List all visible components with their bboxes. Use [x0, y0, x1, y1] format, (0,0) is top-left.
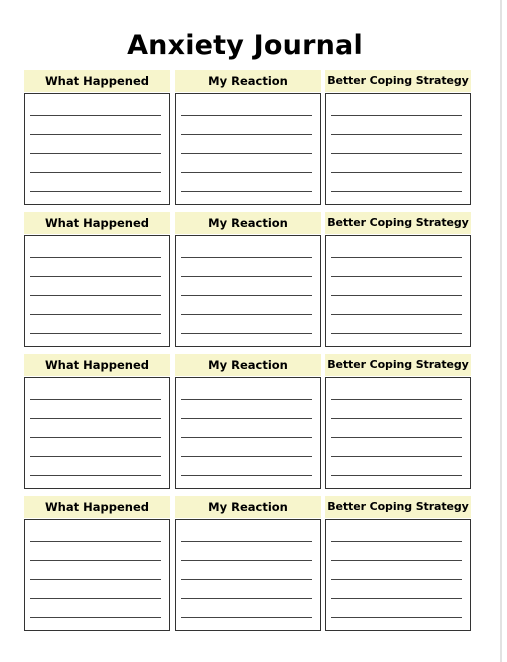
writing-line [331, 191, 462, 192]
what-happened-writing-box[interactable] [24, 235, 170, 347]
writing-line [331, 115, 462, 116]
my-reaction-column [175, 212, 321, 346]
coping-strategy-writing-box[interactable] [325, 93, 471, 205]
column-header-coping-strategy: Better Coping Strategy [325, 354, 471, 376]
writing-line [181, 295, 312, 296]
writing-line [30, 418, 161, 419]
writing-line [331, 541, 462, 542]
writing-line [30, 560, 161, 561]
writing-line [181, 617, 312, 618]
writing-line [331, 399, 462, 400]
writing-line [30, 276, 161, 277]
writing-line [181, 257, 312, 258]
writing-line [30, 153, 161, 154]
writing-line [331, 276, 462, 277]
writing-line [331, 333, 462, 334]
journal-entry-4 [24, 496, 471, 630]
column-header-what-happened: What Happened [24, 212, 170, 234]
writing-line [331, 295, 462, 296]
writing-line [181, 153, 312, 154]
writing-line [331, 314, 462, 315]
writing-line [331, 579, 462, 580]
writing-line [30, 579, 161, 580]
journal-entry-2 [24, 212, 471, 346]
writing-line [181, 475, 312, 476]
writing-line [331, 456, 462, 457]
writing-line [181, 579, 312, 580]
what-happened-writing-box[interactable] [24, 519, 170, 631]
column-header-my-reaction: My Reaction [175, 70, 321, 92]
writing-line [181, 191, 312, 192]
writing-line [30, 191, 161, 192]
what-happened-column [24, 212, 170, 346]
writing-line [331, 437, 462, 438]
writing-line [30, 295, 161, 296]
writing-line [30, 437, 161, 438]
column-header-what-happened: What Happened [24, 496, 170, 518]
writing-line [181, 598, 312, 599]
my-reaction-writing-box[interactable] [175, 93, 321, 205]
writing-line [181, 560, 312, 561]
journal-entry-1 [24, 70, 471, 204]
journal-entry-3 [24, 354, 471, 488]
column-header-my-reaction: My Reaction [175, 212, 321, 234]
coping-strategy-column [325, 354, 471, 488]
writing-line [181, 437, 312, 438]
writing-line [331, 475, 462, 476]
writing-line [331, 257, 462, 258]
writing-line [331, 134, 462, 135]
writing-line [30, 333, 161, 334]
writing-line [30, 257, 161, 258]
writing-line [30, 456, 161, 457]
coping-strategy-column [325, 70, 471, 204]
what-happened-column [24, 354, 170, 488]
my-reaction-column [175, 496, 321, 630]
writing-line [30, 541, 161, 542]
writing-line [181, 333, 312, 334]
writing-line [181, 276, 312, 277]
writing-line [331, 172, 462, 173]
my-reaction-writing-box[interactable] [175, 519, 321, 631]
coping-strategy-writing-box[interactable] [325, 235, 471, 347]
writing-line [30, 617, 161, 618]
writing-line [30, 172, 161, 173]
what-happened-writing-box[interactable] [24, 377, 170, 489]
page-edge [500, 0, 502, 662]
writing-line [30, 475, 161, 476]
writing-line [331, 598, 462, 599]
writing-line [30, 598, 161, 599]
column-header-coping-strategy: Better Coping Strategy [325, 70, 471, 92]
what-happened-column [24, 70, 170, 204]
column-header-what-happened: What Happened [24, 354, 170, 376]
column-header-coping-strategy: Better Coping Strategy [325, 212, 471, 234]
writing-line [30, 134, 161, 135]
writing-line [181, 314, 312, 315]
column-header-my-reaction: My Reaction [175, 496, 321, 518]
page-title: Anxiety Journal [127, 30, 363, 61]
my-reaction-column [175, 354, 321, 488]
writing-line [30, 314, 161, 315]
writing-line [30, 399, 161, 400]
column-header-my-reaction: My Reaction [175, 354, 321, 376]
writing-line [181, 541, 312, 542]
coping-strategy-column [325, 496, 471, 630]
what-happened-column [24, 496, 170, 630]
writing-line [181, 456, 312, 457]
writing-line [331, 560, 462, 561]
writing-line [30, 115, 161, 116]
writing-line [181, 418, 312, 419]
coping-strategy-writing-box[interactable] [325, 377, 471, 489]
coping-strategy-column [325, 212, 471, 346]
my-reaction-column [175, 70, 321, 204]
writing-line [181, 134, 312, 135]
what-happened-writing-box[interactable] [24, 93, 170, 205]
writing-line [331, 418, 462, 419]
my-reaction-writing-box[interactable] [175, 235, 321, 347]
writing-line [331, 617, 462, 618]
my-reaction-writing-box[interactable] [175, 377, 321, 489]
writing-line [331, 153, 462, 154]
writing-line [181, 399, 312, 400]
journal-grid [24, 70, 471, 638]
writing-line [181, 172, 312, 173]
coping-strategy-writing-box[interactable] [325, 519, 471, 631]
writing-line [181, 115, 312, 116]
column-header-what-happened: What Happened [24, 70, 170, 92]
column-header-coping-strategy: Better Coping Strategy [325, 496, 471, 518]
